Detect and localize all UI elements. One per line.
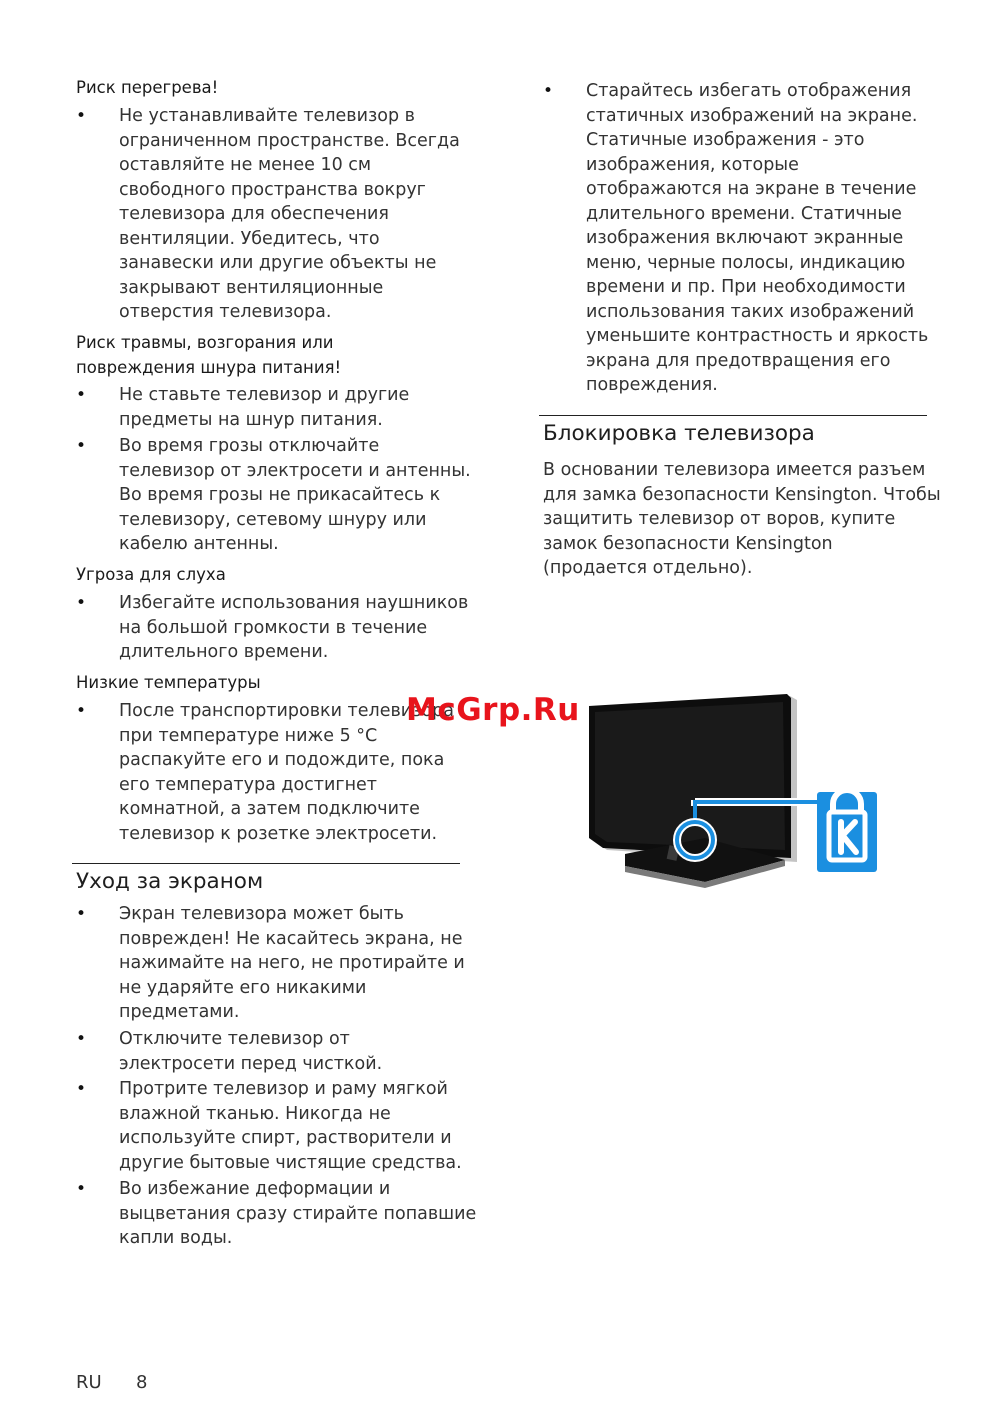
injury-heading: Риск травмы, возгорания или повреждения шнура питания! bbox=[76, 333, 342, 377]
list-item-text: Старайтесь избегать отображения статичных изображений на экране. Статичные изображения - это изображения, которые отображаются на экране в течение длительного времени. Статичные изображения включают экранные меню, черные полосы, индикацию времени и пр. При необходимости использования таких изображений уменьшите контрастность и яркость экрана для предотвращения его повреждения. bbox=[586, 81, 929, 395]
lock-title: Блокировка телевизора bbox=[543, 421, 815, 446]
care-title: Уход за экраном bbox=[76, 869, 264, 894]
bullet-marker: • bbox=[76, 701, 87, 721]
bullet-marker: • bbox=[76, 385, 87, 405]
bullet-marker: • bbox=[76, 904, 87, 924]
list-item-text: Не ставьте телевизор и другие предметы на шнур питания. bbox=[119, 385, 410, 430]
list-item-text: Во время грозы отключайте телевизор от электросети и антенны. Во время грозы не прикасайтесь к телевизору, сетевому шнуру или кабелю антенны. bbox=[119, 436, 471, 554]
footer-language: RU bbox=[76, 1372, 102, 1393]
bullet-marker: • bbox=[76, 436, 87, 456]
page-number: 8 bbox=[136, 1372, 148, 1393]
section-divider bbox=[539, 415, 927, 416]
bullet-marker: • bbox=[76, 593, 87, 613]
list-item-text: Во избежание деформации и выцветания сразу стирайте попавшие капли воды. bbox=[119, 1179, 477, 1248]
bullet-marker: • bbox=[76, 1079, 87, 1099]
bullet-marker: • bbox=[543, 81, 554, 101]
overheat-heading: Риск перегрева! bbox=[76, 78, 219, 97]
lowtemp-heading: Низкие температуры bbox=[76, 673, 261, 692]
bullet-marker: • bbox=[76, 1029, 87, 1049]
list-item-text: Отключите телевизор от электросети перед чисткой. bbox=[119, 1029, 383, 1074]
hearing-heading: Угроза для слуха bbox=[76, 565, 226, 584]
watermark-text: McGrp.Ru bbox=[406, 692, 580, 728]
list-item-text: Не устанавливайте телевизор в ограниченном пространстве. Всегда оставляйте не менее 10 см свободного пространства вокруг телевизора для обеспечения вентиляции. Убедитесь, что занавески или другие объекты не закрывают вентиляционные отверстия телевизора. bbox=[119, 106, 460, 322]
kensington-lock-icon bbox=[817, 790, 877, 872]
list-item-text: После транспортировки телевизора при температуре ниже 5 °C распакуйте его и подождите, пока его температура достигнет комнатной, а затем подключите телевизор к розетке электросети. bbox=[119, 701, 454, 844]
lock-body: В основании телевизора имеется разъем для замка безопасности Kensington. Чтобы защитить телевизор от воров, купите замок безопасности Kensington (продается отдельно). bbox=[543, 460, 941, 578]
section-divider bbox=[72, 863, 460, 864]
bullet-marker: • bbox=[76, 1179, 87, 1199]
list-item-text: Экран телевизора может быть поврежден! Не касайтесь экрана, не нажимайте на него, не протирайте и не ударяйте его никакими предметами. bbox=[119, 904, 465, 1022]
tv-illustration-icon bbox=[585, 690, 880, 890]
bullet-marker: • bbox=[76, 106, 87, 126]
list-item-text: Протрите телевизор и раму мягкой влажной тканью. Никогда не используйте спирт, растворители и другие бытовые чистящие средства. bbox=[119, 1079, 462, 1173]
list-item-text: Избегайте использования наушников на большой громкости в течение длительного времени. bbox=[119, 593, 469, 662]
